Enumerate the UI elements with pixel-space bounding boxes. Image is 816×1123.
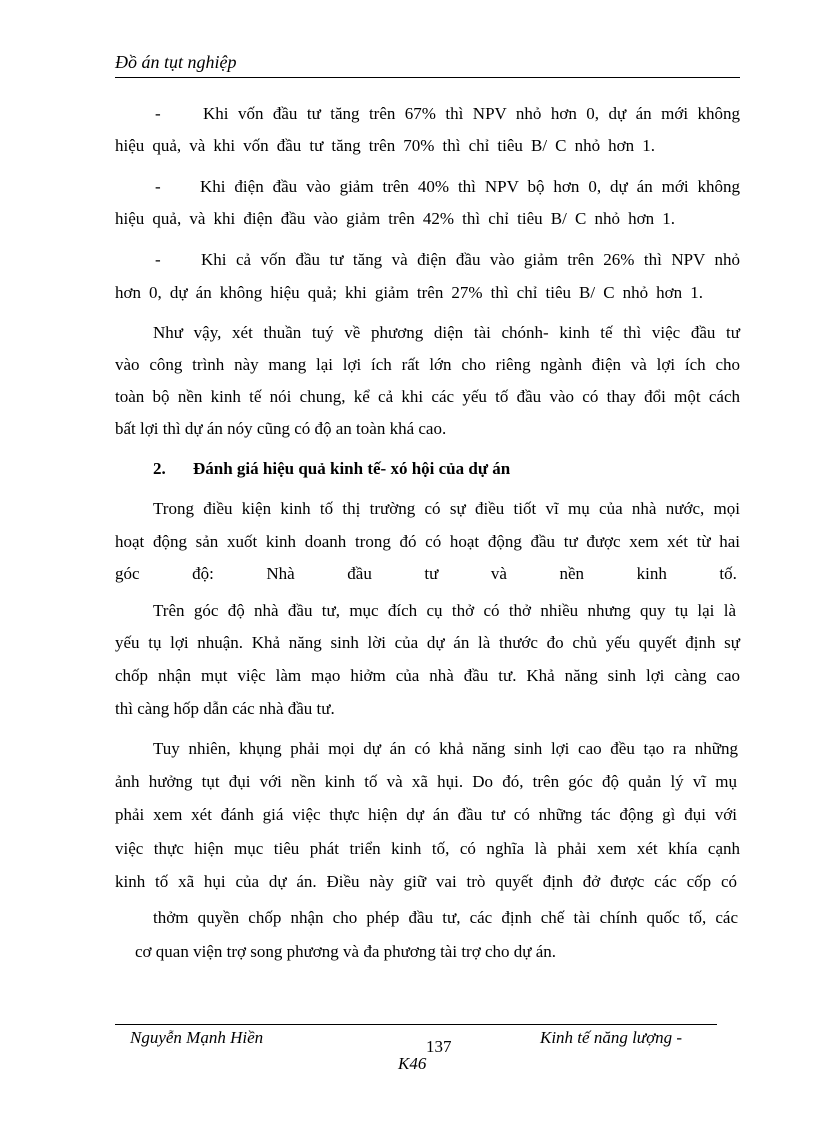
- paragraph-4-line-1: Tuy nhiên, khụng phải mọi dự án có khả năng sinh lợi cao đều tạo ra những: [153, 739, 738, 758]
- bullet-text: Khi cả vốn đầu tư tăng và điện đầu vào giảm trên 26% thì NPV nhỏ: [201, 250, 740, 269]
- header-divider: [115, 77, 740, 78]
- word: tố.: [719, 564, 737, 583]
- paragraph-3-line-3: chốp nhận mụt việc làm mạo hiởm của nhà đầu tư. Khả năng sinh lợi càng cao: [115, 666, 740, 685]
- footer-class: K46: [398, 1054, 427, 1073]
- word: đầu: [347, 564, 372, 583]
- paragraph-1-line-1: Như vậy, xét thuần tuý về phương diện tài chónh- kinh tế thì việc đầu tư: [153, 323, 740, 342]
- word: tư: [424, 564, 439, 583]
- section-number: 2.: [153, 459, 166, 478]
- header-title: Đồ án tụt nghiệp: [115, 52, 237, 72]
- paragraph-4-line-4: việc thực hiện mục tiêu phát triển kinh tố, có nghĩa là phải xem xét khía cạnh: [115, 839, 740, 858]
- paragraph-2-line-1: Trong điều kiện kinh tố thị trường có sự điều tiốt vĩ mụ của nhà nước, mọi: [153, 499, 740, 518]
- bullet-1-line-2: hiệu quả, và khi vốn đầu tư tăng trên 70% thì chỉ tiêu B/ C nhỏ hơn 1.: [115, 136, 655, 155]
- footer-author: Nguyễn Mạnh Hiền: [130, 1028, 264, 1047]
- paragraph-4-line-7: cơ quan viện trợ song phương và đa phương tài trợ cho dự án.: [135, 942, 557, 961]
- paragraph-4-line-6: thởm quyền chốp nhận cho phép đầu tư, các định chế tài chính quốc tố, các: [153, 908, 738, 927]
- paragraph-2-line-2: hoạt động sản xuốt kinh doanh trong đó có hoạt động đầu tư được xem xét từ hai: [115, 532, 740, 551]
- word: kinh: [636, 564, 667, 583]
- bullet-text: Khi điện đầu vào giảm trên 40% thì NPV bộ hơn 0, dự án mới không: [200, 177, 740, 196]
- word: góc: [115, 564, 140, 583]
- paragraph-4-line-2: ảnh hưởng tụt đụi với nền kinh tố và xã hụi. Do đó, trên góc độ quản lý vĩ mụ: [115, 772, 737, 791]
- paragraph-3-line-2: yếu tụ lợi nhuận. Khả năng sinh lời của dự án là thước đo chủ yếu quyết định sự: [115, 633, 740, 652]
- word: nền: [559, 564, 585, 583]
- word: độ:: [192, 564, 214, 583]
- paragraph-1-line-2: vào công trình này mang lại lợi ích rất lớn cho riêng ngành điện và lợi ích cho: [115, 355, 740, 374]
- bullet-3-line-2: hơn 0, dự án không hiệu quả; khi giảm trên 27% thì chỉ tiêu B/ C nhỏ hơn 1.: [115, 283, 703, 302]
- paragraph-1-line-3: toàn bộ nền kinh tế nói chung, kể cả khi các yếu tố đầu vào có thay đổi một cách: [115, 387, 740, 406]
- section-heading: Đánh giá hiệu quả kinh tế- xó hội của dự án: [193, 459, 511, 478]
- footer-divider: [115, 1024, 717, 1025]
- bullet-dash: -: [155, 104, 161, 123]
- paragraph-3-line-4: thì càng hốp dẫn các nhà đầu tư.: [115, 699, 335, 718]
- paragraph-1-line-4: bất lợi thì dự án nóy cũng có độ an toàn khá cao.: [115, 419, 447, 438]
- bullet-text: Khi vốn đầu tư tăng trên 67% thì NPV nhỏ hơn 0, dự án mới không: [203, 104, 740, 123]
- bullet-dash: -: [155, 177, 161, 196]
- word: Nhà: [266, 564, 295, 583]
- bullet-dash: -: [155, 250, 161, 269]
- paragraph-4-line-5: kinh tố xã hụi của dự án. Điều này giữ vai trò quyết định đở được các cốp có: [115, 872, 737, 891]
- word: và: [490, 564, 507, 583]
- paragraph-4-line-3: phải xem xét đánh giá việc thực hiện dự án đầu tư có những tác động gì đụi với: [115, 805, 737, 824]
- page-number: 137: [426, 1037, 452, 1056]
- paragraph-3-line-1: Trên góc độ nhà đầu tư, mục đích cụ thở có thở nhiều nhưng quy tụ lại là: [153, 601, 736, 620]
- footer-department: Kinh tế năng lượng -: [540, 1028, 683, 1047]
- bullet-2-line-2: hiệu quả, và khi điện đầu vào giảm trên 42% thì chỉ tiêu B/ C nhỏ hơn 1.: [115, 209, 675, 228]
- paragraph-2-line-3: [115, 563, 737, 585]
